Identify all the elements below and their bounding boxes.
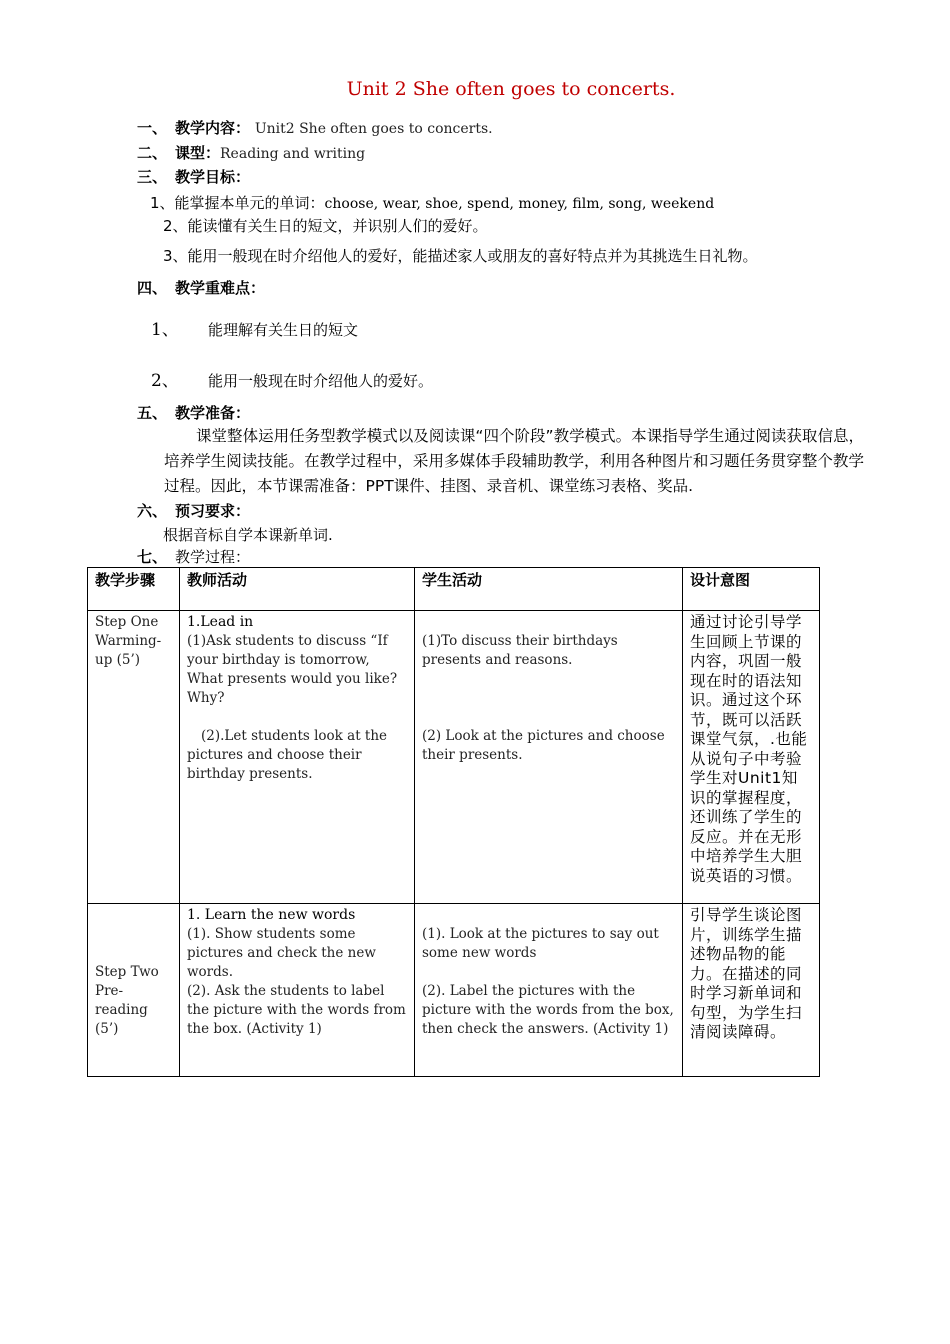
section-label: 教学内容 [175,119,236,137]
section-preparation [137,402,250,423]
preview-text: 根据音标自学本课新单词. [163,526,333,544]
section-value: Unit2 She often goes to concerts. [254,121,493,137]
table-header-row [88,568,820,611]
section-label: 教学重难点： [175,279,266,297]
section-label: 课型： [175,144,221,162]
difficulty-1-number: 1、 [151,320,179,340]
teacher-activity: (2). Ask the students to label the picture with the words from the box. (Activity 1) [187,983,406,1037]
section-key-points [137,277,265,298]
intent-cell: 引导学生谈论图片，训练学生描述物品物的能力。在描述的同时学习新单词和句型，为学生扫清阅读障碍。 [683,904,820,1077]
document-title: Unit 2 She often goes to concerts. [346,78,676,100]
section-value: Reading and writing [220,146,366,162]
lesson-table [87,567,820,1077]
section-number: 七、 [137,548,168,566]
section-label: 教学过程： [175,548,251,566]
difficulty-2-number: 2、 [151,371,179,391]
objective-1 [150,192,714,213]
table-row [88,904,820,1077]
header-teacher: 教师活动 [180,568,415,611]
teacher-cell [180,611,415,904]
teacher-activity: (1). Show students some pictures and check the new words. [187,926,376,980]
section-process [137,546,250,567]
objective-1-words: choose, wear, shoe, spend, money, film, song, weekend [324,196,715,212]
student-activity: (2). Label the pictures with the picture with the words from the box, then check the answers. (Activity 1) [422,983,674,1037]
section-number: 四、 [137,279,168,297]
student-cell [415,904,683,1077]
difficulty-2-text: 能用一般现在时介绍他人的爱好。 [208,372,434,390]
student-cell [415,611,683,904]
difficulty-1-text: 能理解有关生日的短文 [208,321,359,339]
objective-2: 2、能读懂有关生日的短文，并识别人们的爱好。 [163,217,488,235]
section-objectives [137,166,250,187]
section-label: 预习要求： [175,502,251,520]
section-label: 教学准备： [175,404,251,422]
section-number: 二、 [137,144,168,162]
student-activity: (2) Look at the pictures and choose their presents. [422,728,665,763]
teacher-title: 1. Learn the new words [187,907,356,923]
section-number: 六、 [137,502,168,520]
objective-1-prefix: 1、能掌握本单元的单词： [150,194,325,212]
student-activity: (1). Look at the pictures to say out some new words [422,926,659,961]
header-student: 学生活动 [415,568,683,611]
step-cell: Step One Warming-up (5’) [88,611,180,904]
header-step: 教学步骤 [88,568,180,611]
teacher-activity: (2).Let students look at the pictures and choose their birthday presents. [187,728,388,782]
section-lesson-type [137,142,365,163]
difficulty-2 [151,366,433,391]
step-label: Step Two Pre-reading (5’) [95,964,159,1037]
step-cell [88,904,180,1077]
table-row [88,611,820,904]
header-intent: 设计意图 [683,568,820,611]
section-content: 一、 教学内容： Unit2 She often goes to concerts. [137,119,493,137]
section-number: 三、 [137,168,168,186]
objective-3: 3、能用一般现在时介绍他人的爱好，能描述家人或朋友的喜好特点并为其挑选生日礼物。 [163,247,758,265]
section-preview [137,500,250,521]
preparation-text: 课堂整体运用任务型教学模式以及阅读课“四个阶段”教学模式。本课指导学生通过阅读获取信息，培养学生阅读技能。在教学过程中，采用多媒体手段辅助教学，利用各种图片和习题任务贯穿整个教学过程。因此，本节课需准备：PPT课件、挂图、录音机、课堂练习表格、奖品. [164,427,864,495]
student-activity: (1)To discuss their birthdays presents and reasons. [422,633,618,668]
section-number: 五、 [137,404,168,422]
section-label: 教学目标： [175,168,251,186]
difficulty-1 [151,315,358,340]
section-number: 一、 [137,119,168,137]
intent-cell: 通过讨论引导学生回顾上节课的内容，巩固一般现在时的语法知识。通过这个环节，既可以活跃课堂气氛，.也能从说句子中考验学生对Unit1知识的掌握程度，还训练了学生的反应。并在无形中培养学生大胆说英语的习惯。 [683,611,820,904]
teacher-title: 1.Lead in [187,614,254,630]
teacher-activity: (1)Ask students to discuss “If your birthday is tomorrow, What presents would you like? Why? [187,633,398,706]
preparation-paragraph [164,424,864,499]
teacher-cell [180,904,415,1077]
